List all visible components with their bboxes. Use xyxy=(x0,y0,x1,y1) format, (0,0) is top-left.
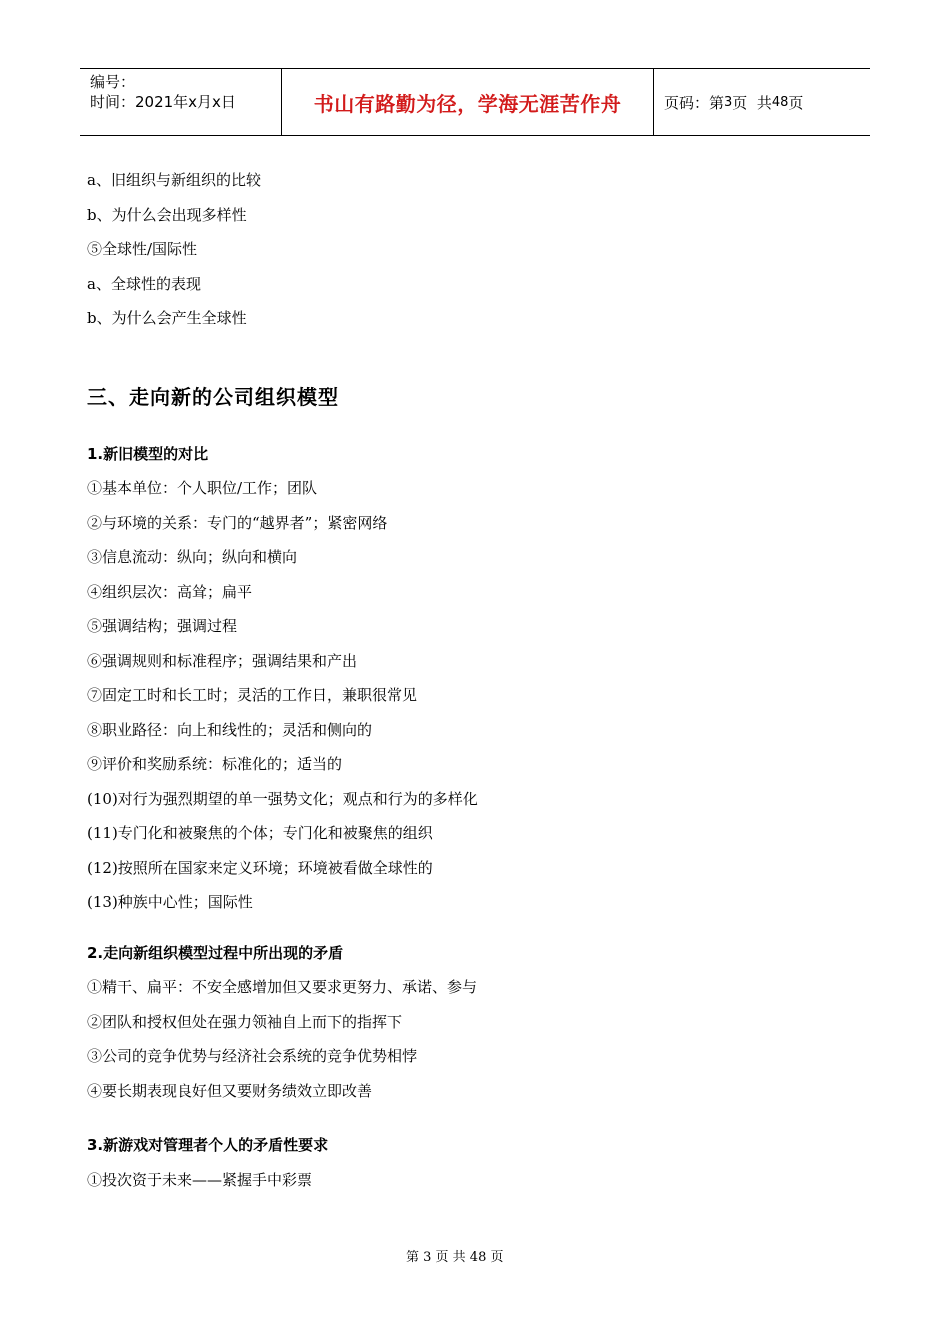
number-label: 编号： xyxy=(90,73,136,91)
list-item: a、旧组织与新组织的比较 xyxy=(87,171,261,189)
motto-text: 书山有路勤为径，学海无涯苦作舟 xyxy=(313,91,622,116)
subsection-title: 2.走向新组织模型过程中所出现的矛盾 xyxy=(87,943,344,962)
list-item: a、全球性的表现 xyxy=(87,274,201,293)
page-current: 3 xyxy=(724,94,733,110)
list-item: ⑥强调规则和标准程序；强调结果和产出 xyxy=(87,651,358,670)
list-item: ④要长期表现良好但又要财务绩效立即改善 xyxy=(87,1081,373,1100)
list-item: (11)专门化和被聚焦的个体；专门化和被聚焦的组织 xyxy=(87,824,433,842)
list-item: (10)对行为强烈期望的单一强势文化；观点和行为的多样化 xyxy=(87,789,478,808)
list-item: ④组织层次：高耸；扁平 xyxy=(87,582,253,601)
list-item: ⑨评价和奖励系统：标准化的；适当的 xyxy=(87,755,343,773)
header-meta xyxy=(80,69,282,135)
page-label-suffix: 页 xyxy=(788,93,804,112)
document-body xyxy=(87,167,867,1201)
list-item: ⑦固定工时和长工时；灵活的工作日，兼职很常见 xyxy=(87,686,418,704)
list-item: ⑧职业路径：向上和线性的；灵活和侧向的 xyxy=(87,720,373,739)
subsection-2 xyxy=(87,940,867,1113)
list-item: ①精干、扁平：不安全感增加但又要求更努力、承诺、参与 xyxy=(87,978,478,996)
footer-page-number: 第 3 页 共 48 页 xyxy=(406,1250,504,1265)
spacer xyxy=(87,924,867,940)
page-label-prefix: 页码：第 xyxy=(664,93,725,112)
list-item: b、为什么会出现多样性 xyxy=(87,205,247,224)
header-page-info xyxy=(654,69,870,135)
section-title: 三、走向新的公司组织模型 xyxy=(87,384,339,409)
page-label-mid: 页 共 xyxy=(732,93,772,112)
list-item: ①基本单位：个人职位/工作；团队 xyxy=(87,479,318,497)
list-item: (13)种族中心性；国际性 xyxy=(87,893,253,911)
page-footer xyxy=(0,1246,950,1265)
subsection-3 xyxy=(87,1132,867,1201)
subsection-title: 3.新游戏对管理者个人的矛盾性要求 xyxy=(87,1136,329,1154)
subsection-title: 1.新旧模型的对比 xyxy=(87,444,209,463)
date-line: 时间：2021年x月x日 xyxy=(90,93,236,111)
page-total: 48 xyxy=(771,94,789,110)
subsection-1 xyxy=(87,441,867,924)
list-item: ⑤全球性/国际性 xyxy=(87,240,198,258)
intro-list xyxy=(87,167,867,340)
list-item: (12)按照所在国家来定义环境；环境被看做全球性的 xyxy=(87,858,433,877)
list-item: ②团队和授权但处在强力领袖自上而下的指挥下 xyxy=(87,1012,403,1031)
list-item: ②与环境的关系：专门的“越界者”；紧密网络 xyxy=(87,513,388,532)
page-header xyxy=(80,68,870,136)
list-item: ⑤强调结构；强调过程 xyxy=(87,617,238,635)
list-item: b、为什么会产生全球性 xyxy=(87,309,247,327)
list-item: ③信息流动：纵向；纵向和横向 xyxy=(87,548,298,566)
header-motto xyxy=(282,69,654,135)
list-item: ③公司的竞争优势与经济社会系统的竞争优势相悖 xyxy=(87,1047,418,1065)
spacer xyxy=(87,1112,867,1132)
list-item: ①投次资于未来——紧握手中彩票 xyxy=(87,1170,313,1189)
